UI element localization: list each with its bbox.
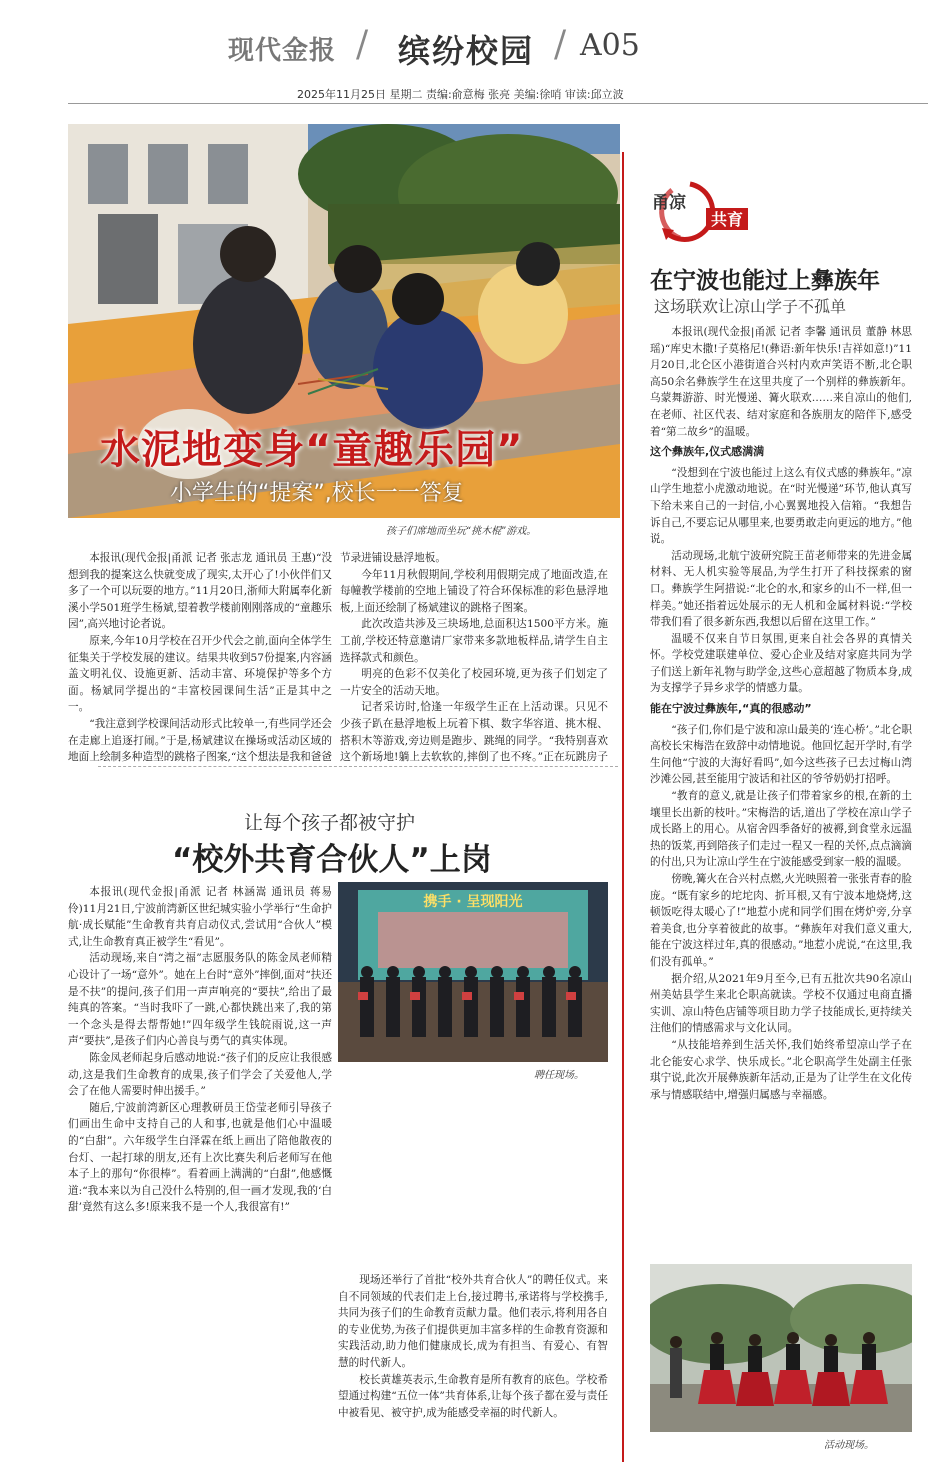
story-divider xyxy=(98,766,618,767)
page-number: A05 xyxy=(580,28,640,63)
logo-mark xyxy=(650,176,790,248)
story3-body xyxy=(650,324,912,1258)
paragraph: 随后,宁波前湾新区心理教研员王岱莹老师引导孩子们画出生命中支持自己的人和事,也就是他们心中温暖的“白甜”。六年级学生白泽霖在纸上画出了陪他散夜的台灯、一起打球的朋友,还有上次比赛失利后老师写在他本子上的那句“你很棒”。看着画上满满的“白甜”,他感慨道:“我本来以为自己没什么特别的,但一画才发现,我的‘白甜’竟然有这么多!原来我不是一个人,我很富有!” xyxy=(68,1101,332,1214)
story3-headline: 在宁波也能过上彝族年 xyxy=(650,268,880,294)
paragraph: 活动现场,北航宁波研究院王苗老师带来的先进金属材料、无人机实验等展品,为学生打开了科技探索的窗口。彝族学生阿措说:“北仑的水,和家乡的山不一样,但一样美。”她还指着远处展示的无人机和金属材料说:“学校带我们看了很多新东西,我想以后留在这里工作。” xyxy=(650,549,912,629)
paragraph: 记者采访时,恰逢一年级学生正在上活动课。只见不少孩子趴在悬浮地板上玩着下棋、数字华容道、挑木棍、搭积木等游戏,旁边则是跑步、跳绳的同学。“我特别喜欢这个新场地!躺上去软软的,摔倒了也不疼。”正在玩跳房子 xyxy=(340,701,608,762)
column-rule xyxy=(622,152,624,1462)
paragraph: “我注意到学校课间活动形式比较单一,有些同学还会在走廊上追逐打闹。”于是,杨斌建议在操场或活动区域的地面上绘制多种造型的跳格子图案,“这个想法是我和爸爸 xyxy=(68,717,332,762)
appointment-ceremony-photo xyxy=(338,882,608,1062)
story1-column-1 xyxy=(68,550,332,762)
paragraph: 现场还举行了首批“校外共育合伙人”的聘任仪式。来自不同领域的代表们走上台,接过聘书,承诺将与学校携手,共同为孩子们的生命教育贡献力量。他们表示,将利用各自的专业优势,为孩子们提供更加丰富多样的生命教育资源和实践活动,助力他们健康成长,成为有担当、有爱心、有智慧的时代新人。 xyxy=(338,1274,608,1369)
festival-photo-illustration xyxy=(650,1264,912,1432)
paragraph: 陈金凤老师起身后感动地说:“孩子们的反应让我很感动,这是我们生命教育的成果,孩子们学会了关爱他人,学会了在他人需要时伸出援手。” xyxy=(68,1051,332,1098)
story1-photo-caption: 孩子们席地而坐玩“挑木棍”游戏。 xyxy=(386,526,537,537)
separator-slash: / xyxy=(554,24,567,65)
yi-festival-photo xyxy=(650,1264,912,1432)
story3-body-clip xyxy=(650,324,912,1258)
paragraph: 本报讯(现代金报|甬派 记者 李馨 通讯员 董静 林思瑶)“库史木撒!子莫格尼!(彝语:新年快乐!吉祥如意!)”11月20日,北仑区小港街道合兴村内欢声笑语不断,北仑职高50余名彝族学生在这里共度了一个别样的彝族新年。乌蒙舞游游、时光慢递、篝火联欢……来自凉山的他们,在老师、社区代表、结对家庭和各族朋友的陪伴下,感受着“第二故乡”的温暖。 xyxy=(650,326,912,438)
story3-subheadline: 这场联欢让凉山学子不孤单 xyxy=(654,297,847,316)
logo-text-2: 共育 xyxy=(710,210,744,229)
newspaper-brand: 现代金报 xyxy=(228,36,337,66)
masthead xyxy=(0,0,934,78)
section-subhead: 能在宁波过彝族年,“真的很感动” xyxy=(650,702,812,716)
paragraph: 今年11月秋假期间,学校利用假期完成了地面改造,在每幢教学楼前的空地上铺设了符合环保标准的彩色悬浮地板,上面还绘制了杨斌建议的跳格子图案。 xyxy=(340,568,608,614)
story3-photo-caption: 活动现场。 xyxy=(824,1440,874,1451)
paragraph: 校长黄雄英表示,生命教育是所有教育的底色。学校希望通过构建“五位一体”共育体系,让每个孩子都在爱与责任中被看见、被守护,成为能感受幸福的时代新人。 xyxy=(338,1373,608,1419)
paragraph: 此次改造共涉及三块场地,总面积达1500平方米。施工前,学校还特意邀请厂家带来多款地板样品,请学生自主选择款式和颜色。 xyxy=(340,618,608,664)
story2-column-1 xyxy=(68,884,332,1462)
story1-headline: 水泥地变身“童趣乐园” xyxy=(100,427,524,473)
ceremony-banner-text: 携手 · 呈现阳光 xyxy=(423,894,523,910)
paragraph: 明亮的色彩不仅美化了校园环境,更为孩子们划定了一片安全的活动天地。 xyxy=(340,668,608,697)
paragraph: 节录进铺设悬浮地板。 xyxy=(340,552,446,564)
paragraph: “孩子们,你们是宁波和凉山最美的‘连心桥’。”北仑职高校长宋梅浩在致辞中动情地说。他回忆起开学时,有学生问他“宁波的大海好看吗”,如今这些孩子已去过梅山湾沙滩公园,甚至能用宁波话和社区的爷爷奶奶打招呼。 xyxy=(650,723,912,786)
paragraph: “从技能培养到生活关怀,我们始终希望凉山学子在北仑能安心求学、快乐成长。”北仑职高学生处副主任张琪宁说,此次开展彝族新年活动,正是为了让学生在文化传承与情感联结中,增强归属感与幸福感。 xyxy=(650,1038,912,1101)
paragraph: 原来,今年10月学校在召开少代会之前,面向全体学生征集关于学校发展的建议。结果共收到57份提案,内容涵盖文明礼仪、设施更新、活动丰富、环境保护等多个方面。杨斌同学提出的“丰富校园课间生活”正是其中之一。 xyxy=(68,634,332,714)
ceremony-photo-illustration xyxy=(338,882,608,1062)
paragraph: 本报讯(现代金报|甬派 记者 林涵嵩 通讯员 蒋易伶)11月21日,宁波前湾新区世纪城实验小学举行“生命护航·成长赋能”生命教育共育启动仪式,尝试用“合伙人”模式,让生命教育真正被学生“看见”。 xyxy=(68,886,332,948)
story1-column-2 xyxy=(340,550,608,762)
yongliang-gongyu-logo xyxy=(650,176,790,248)
paragraph: 本报讯(现代金报|甬派 记者 张志龙 通讯员 王惠)“没想到我的提案这么快就变成了现实,太开心了!小伙伴们又多了一个可以玩耍的地方。”11月20日,浙师大附属奉化新溪小学501班学生杨斌,望着教学楼前刚刚落成的“童趣乐园”,高兴地讨论者说。 xyxy=(68,552,332,631)
paragraph: 活动现场,来自“湾之福”志愿服务队的陈金凤老师精心设计了一场“意外”。她在上台时“意外”摔倒,面对“扶还是不扶”的提问,孩子们用一声声响亮的“要扶”,给出了最纯真的答案。“当时我吓了一跳,心都快跳出来了,我的第一个念头是得去帮帮她!”四年级学生钱皖雨说,这一声声“要扶”,是孩子们内心善良与勇气的真实体现。 xyxy=(68,952,332,1048)
section-subhead: 这个彝族年,仪式感满满 xyxy=(650,445,765,459)
paragraph: 据介绍,从2021年9月至今,已有五批次共90名凉山州美姑县学生来北仑职高就读。学校不仅通过电商直播实训、凉山特色店铺等项目助力学子技能成长,更持续关注他们的情感需求与文化认同。 xyxy=(650,972,912,1035)
dateline: 2025年11月25日 星期二 责编:俞意梅 张亮 美编:徐哨 审读:邱立波 xyxy=(297,88,624,101)
story2-subheadline: 让每个孩子都被守护 xyxy=(244,812,416,834)
story1-subheadline: 小学生的“提案”,校长一一答复 xyxy=(170,481,464,506)
story2-photo-caption: 聘任现场。 xyxy=(534,1070,584,1081)
logo-text-1: 甬凉 xyxy=(652,193,686,213)
story2-column-2 xyxy=(338,1272,608,1462)
paragraph: “没想到在宁波也能过上这么有仪式感的彝族年。”凉山学生地惹小虎激动地说。在“时光慢递”环节,他认真写下给未来自己的一封信,小心翼翼地投入信箱。“我想告诉自己,不要忘记从哪里来,也要勇敢走向更远的地方。”他说。 xyxy=(650,466,912,546)
story2-headline: “校外共育合伙人”上岗 xyxy=(172,842,492,878)
separator-slash: / xyxy=(356,24,369,65)
header-rule xyxy=(68,103,928,104)
paragraph: “教育的意义,就是让孩子们带着家乡的根,在新的土壤里长出新的枝叶。”宋梅浩的话,道出了学校在凉山学子成长路上的用心。从宿舍四季备好的被褥,到食堂永远温热的饭菜,再到陪孩子们走过一程又一程的关怀,点点滴滴的付出,只为让凉山学生在宁波能感受到家一般的温暖。 xyxy=(650,790,912,869)
paragraph: 傍晚,篝火在合兴村点燃,火光映照着一张张青春的脸庞。“既有家乡的坨坨肉、折耳根,又有宁波本地烧烤,这顿饭吃得太暖心了!”地惹小虎和同学们围在烤炉旁,分享着美食,也分享着彼此的故事。“彝族年对我们意义重大,能在宁波这样过年,真的很感动。”地惹小虎说,“在这里,我们没有孤单。” xyxy=(650,873,912,968)
paragraph: 温暖不仅来自节日氛围,更来自社会各界的真情关怀。学校党建联建单位、爱心企业及结对家庭共同为学子们送上新年礼物与助学金,这些心意超越了物质本身,成为支撑学子异乡求学的情感力量。 xyxy=(650,632,912,695)
section-title: 缤纷校园 xyxy=(398,32,535,70)
